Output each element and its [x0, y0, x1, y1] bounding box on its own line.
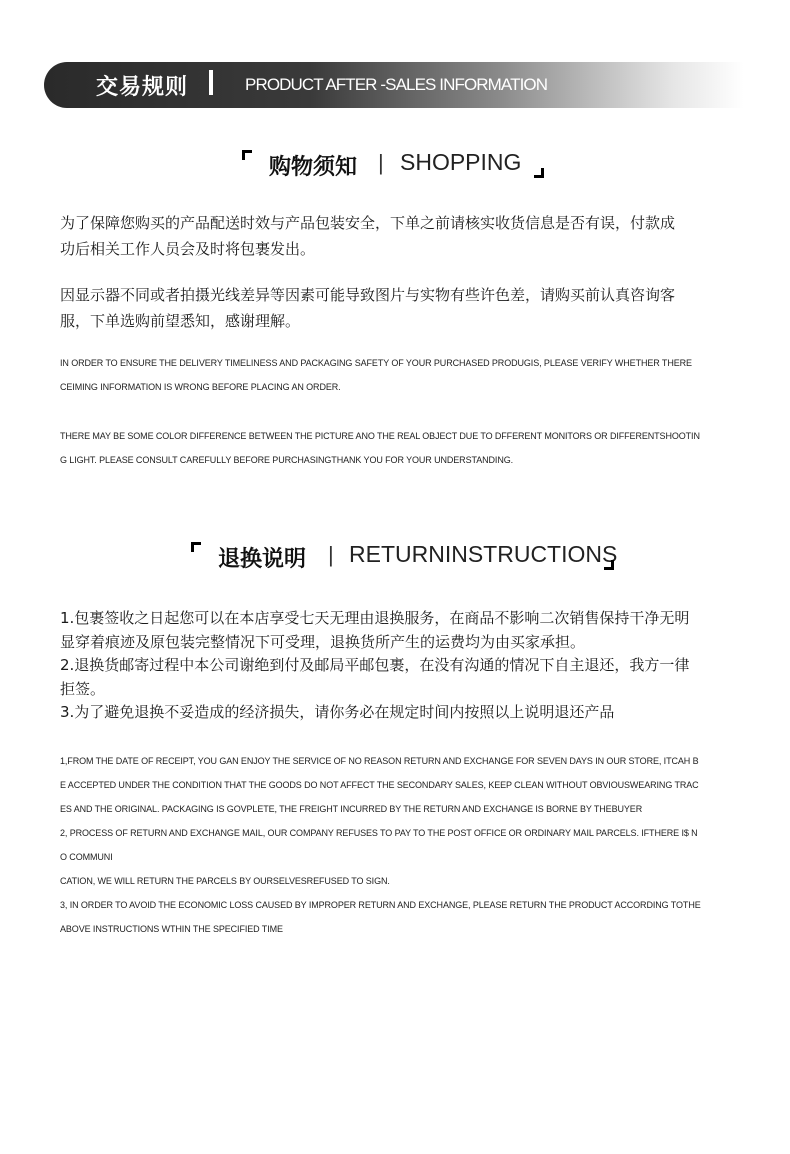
corner-bracket-bottom-right — [604, 560, 614, 570]
list-item: O COMMUNI — [60, 852, 113, 862]
shopping-cn-paragraph-2: 因显示器不同或者拍摄光线差异等因素可能导致图片与实物有些许色差，请购买前认真咨询客 服，下单选购前望悉知，感谢理解。 — [60, 286, 676, 330]
list-item: ES AND THE ORIGINAL. PACKAGING IS GOVPLETE, THE FREIGHT INCURRED BY THE RETURN AND EXCHANGE IS BORNE BY THEBUYER — [60, 804, 643, 814]
list-item: 拒签。 — [60, 679, 106, 698]
list-item: 2, PROCESS OF RETURN AND EXCHANGE MAIL, OUR COMPANY REFUSES TO PAY TO THE POST OFFICE OR ORDINARY MAIL PARCELS. IFTHERE I$ N — [60, 828, 698, 838]
shopping-en-paragraph-2: THERE MAY BE SOME COLOR DIFFERENCE BETWEEN THE PICTURE ANO THE REAL OBJECT DUE TO DFFERENT MONITORS OR DIFFERENTSHOOTIN G LIGHT. PLEASE CONSULT CAREFULLY BEFORE PURCHASINGTHANK YOU FOR YOUR UNDERSTANDING. — [60, 431, 700, 465]
list-item: CATION, WE WILL RETURN THE PARCELS BY OURSELVESREFUSED TO SIGN. — [60, 876, 390, 886]
list-item: 显穿着痕迹及原包装完整情况下可受理，退换货所产生的运费均为由买家承担。 — [60, 632, 586, 651]
corner-bracket-top-left — [191, 542, 201, 552]
shopping-en-paragraph-1: IN ORDER TO ENSURE THE DELIVERY TIMELINESS AND PACKAGING SAFETY OF YOUR PURCHASED PRODUGIS, PLEASE VERIFY WHETHER THERE CEIMING INFORMATION IS WRONG BEFORE PLACING AN ORDER. — [60, 358, 692, 392]
list-item: 1.包裹签收之日起您可以在本店享受七天无理由退换服务，在商品不影响二次销售保持干净无明 — [60, 609, 690, 627]
returns-cn-list — [60, 607, 740, 725]
returns-section-heading — [188, 540, 618, 580]
banner-separator — [209, 70, 213, 95]
list-item: 1,FROM THE DATE OF RECEIPT, YOU GAN ENJOY THE SERVICE OF NO REASON RETURN AND EXCHANGE FOR SEVEN DAYS IN OUR STORE, ITCAH B — [60, 756, 699, 766]
returns-title-divider: | — [328, 542, 334, 567]
shopping-title-divider: | — [378, 150, 384, 175]
header-banner — [44, 62, 744, 108]
list-item: ABOVE INSTRUCTIONS WTHIN THE SPECIFIED TIME — [60, 924, 283, 934]
list-item: 2.退换货邮寄过程中本公司谢绝到付及邮局平邮包裹，在没有沟通的情况下自主退还，我方一律 — [60, 656, 690, 674]
banner-subtitle: PRODUCT AFTER -SALES INFORMATION — [245, 75, 548, 94]
banner-title: 交易规则 — [96, 75, 189, 100]
list-item: E ACCEPTED UNDER THE CONDITION THAT THE GOODS DO NOT AFFECT THE SECONDARY SALES, KEEP CLEAN WITHOUT OBVIOUSWEARING TRAC — [60, 780, 699, 790]
corner-bracket-top-left — [242, 150, 252, 160]
list-item: 3.为了避免退换不妥造成的经济损失，请你务必在规定时间内按照以上说明退还产品 — [60, 703, 615, 721]
returns-title-en: RETURNINSTRUCTIONS — [349, 541, 618, 567]
returns-title-cn: 退换说明 — [218, 547, 307, 572]
shopping-title-en: SHOPPING — [400, 149, 522, 175]
list-item: 3, IN ORDER TO AVOID THE ECONOMIC LOSS CAUSED BY IMPROPER RETURN AND EXCHANGE, PLEASE RETURN THE PRODUCT ACCORDING TOTHE — [60, 900, 701, 910]
returns-en-list — [60, 749, 740, 941]
shopping-cn-paragraph-1: 为了保障您购买的产品配送时效与产品包装安全，下单之前请核实收货信息是否有误，付款成 功后相关工作人员会及时将包裹发出。 — [60, 214, 676, 258]
corner-bracket-bottom-right — [534, 168, 544, 178]
shopping-section-heading — [240, 148, 550, 188]
shopping-title-cn: 购物须知 — [269, 155, 358, 180]
